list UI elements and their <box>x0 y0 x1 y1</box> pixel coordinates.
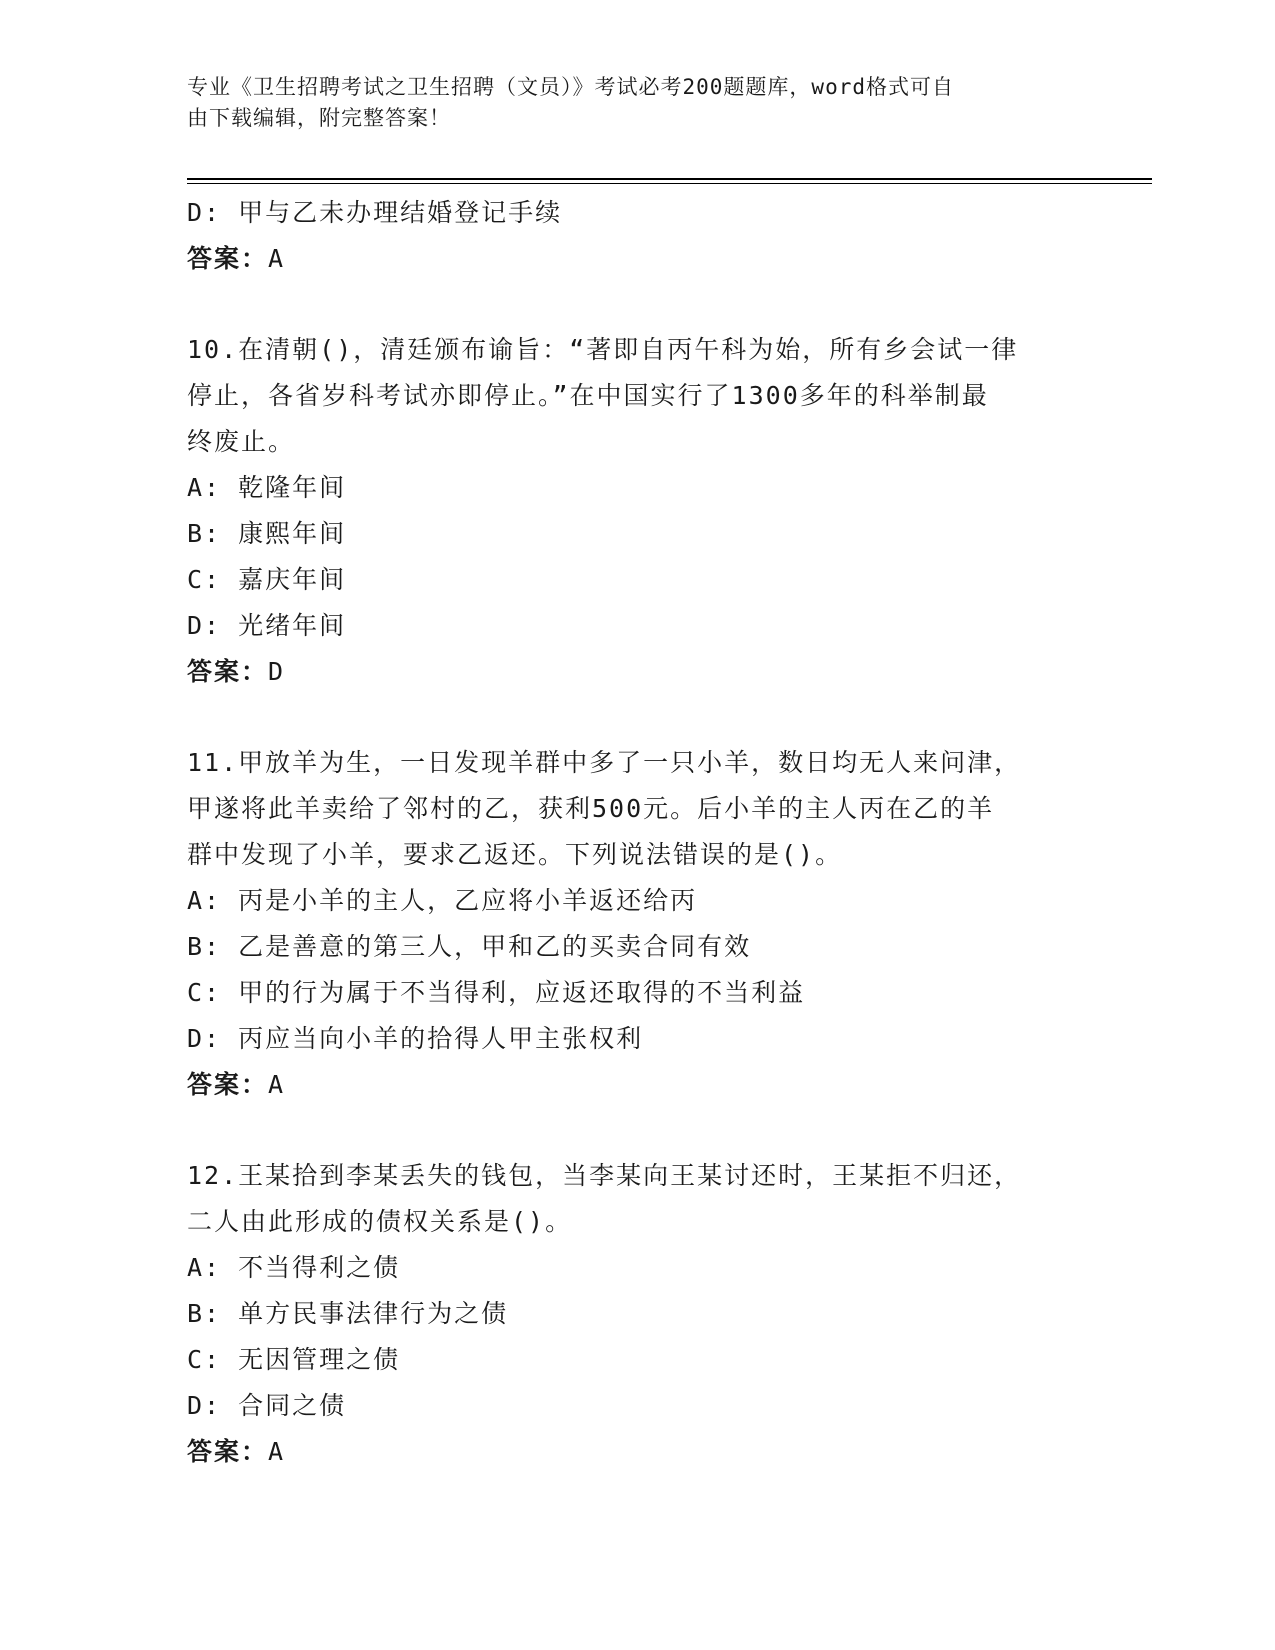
option-a: A: 乾隆年间 <box>187 473 347 502</box>
question-text-line: 停止，各省岁科考试亦即停止。”在中国实行了1300多年的科举制最 <box>187 381 989 410</box>
header-rule-thick <box>187 178 1152 180</box>
answer-line <box>187 1429 1087 1475</box>
question-text-line: 12.王某拾到李某丢失的钱包，当李某向王某讨还时，王某拒不归还， <box>187 1161 1022 1190</box>
answer-label: 答案： <box>187 657 269 686</box>
option-c: C: 无因管理之债 <box>187 1345 401 1374</box>
answer-label: 答案： <box>187 1070 269 1099</box>
option-c: C: 甲的行为属于不当得利，应返还取得的不当利益 <box>187 978 806 1007</box>
document-body <box>187 190 1087 1475</box>
option-a: A: 不当得利之债 <box>187 1253 401 1282</box>
question-text-line: 11.甲放羊为生，一日发现羊群中多了一只小羊，数日均无人来问津， <box>187 748 1022 777</box>
option-d: D: 甲与乙未办理结婚登记手续 <box>187 198 563 227</box>
answer-value: A <box>268 1070 286 1099</box>
answer-label: 答案： <box>187 1437 269 1466</box>
header-line-2: 由下载编辑，附完整答案！ <box>187 106 451 130</box>
question-10 <box>187 327 1087 695</box>
answer-line <box>187 1062 1087 1108</box>
header-rule-thin <box>187 183 1152 184</box>
option-b: B: 康熙年间 <box>187 519 347 548</box>
question-text-line: 10.在清朝()，清廷颁布谕旨：“著即自丙午科为始，所有乡会试一律 <box>187 335 1019 364</box>
option-d: D: 合同之债 <box>187 1391 347 1420</box>
question-text-line: 甲遂将此羊卖给了邻村的乙，获利500元。后小羊的主人丙在乙的羊 <box>187 794 995 823</box>
answer-value: A <box>268 1437 286 1466</box>
option-a: A: 丙是小羊的主人，乙应将小羊返还给丙 <box>187 886 698 915</box>
answer-value: A <box>268 244 286 273</box>
previous-question-tail <box>187 190 1087 282</box>
option-d: D: 光绪年间 <box>187 611 347 640</box>
option-c: C: 嘉庆年间 <box>187 565 347 594</box>
question-12 <box>187 1153 1087 1475</box>
question-text-line: 群中发现了小羊，要求乙返还。下列说法错误的是()。 <box>187 840 843 869</box>
question-text-line: 二人由此形成的债权关系是()。 <box>187 1207 573 1236</box>
document-header <box>187 72 1067 134</box>
option-d: D: 丙应当向小羊的拾得人甲主张权利 <box>187 1024 644 1053</box>
question-text-line: 终废止。 <box>187 427 296 456</box>
answer-label: 答案： <box>187 244 269 273</box>
option-b: B: 单方民事法律行为之债 <box>187 1299 509 1328</box>
header-line-1: 专业《卫生招聘考试之卫生招聘（文员）》考试必考200题题库，word格式可自 <box>187 75 954 99</box>
answer-line <box>187 236 1087 282</box>
answer-line <box>187 649 1087 695</box>
option-b: B: 乙是善意的第三人，甲和乙的买卖合同有效 <box>187 932 752 961</box>
question-11 <box>187 740 1087 1108</box>
answer-value: D <box>268 657 286 686</box>
